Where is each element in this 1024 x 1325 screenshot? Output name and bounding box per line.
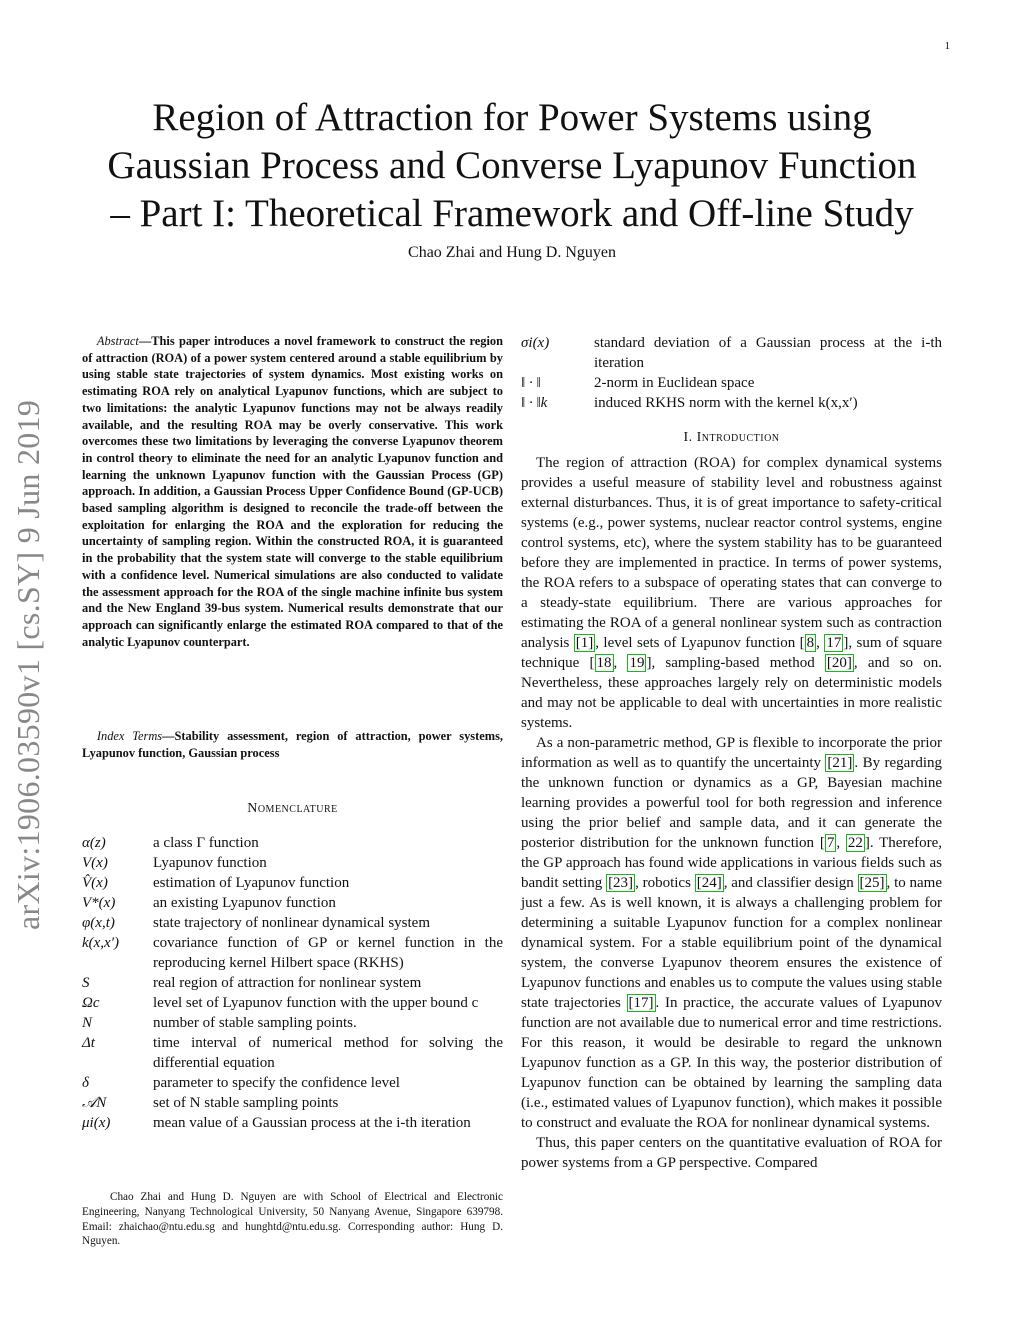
nomenclature-row (521, 393, 942, 413)
nomenclature-row (82, 1113, 503, 1133)
nomenclature-row (82, 1073, 503, 1093)
nomenclature-row (82, 853, 503, 873)
text-run: ], sum of square technique [ (521, 635, 942, 671)
nomenclature-symbol: σi(x) (521, 335, 550, 351)
text-run: ]. Therefore, the GP approach has found wide applications in various fields such as bandit setting (521, 835, 943, 891)
text-run: As a non-parametric method, GP is flexible to incorporate the prior information as well as to quantify the uncertainty (521, 735, 942, 771)
abstract-label: Abstract (96, 334, 139, 348)
paper-title (60, 94, 964, 238)
nomenclature-symbol: δ (82, 1075, 89, 1091)
citation-link[interactable]: 8 (806, 635, 815, 651)
nomenclature-row (82, 993, 503, 1013)
index-terms (82, 728, 503, 761)
text-run: . In practice, the accurate values of Lyapunov function are not available due to numerical error and time restrictions. For this reason, it would be desirable to regard the unknown Lyapunov function as a GP. In this way, the posterior distribution of Lyapunov function can be obtained by learning the sampling data (i.e., estimated values of Lyapunov function), which makes it possible to construct and evaluate the ROA for nonlinear dynamical systems. (521, 995, 942, 1131)
nomenclature-symbol: V(x) (82, 855, 108, 871)
index-terms-label: Index Terms (96, 729, 163, 743)
nomenclature-symbol: φ(x,t) (82, 915, 115, 931)
citation-link[interactable]: [21] (827, 755, 853, 771)
nomenclature-row (82, 1033, 503, 1073)
nomenclature-row (82, 973, 503, 993)
citation-link[interactable]: 7 (826, 835, 835, 851)
nomenclature-row (82, 913, 503, 933)
text-run: ], sampling-based method (646, 655, 825, 671)
nomenclature-row (82, 933, 503, 973)
nomenclature-definition: covariance function of GP or kernel function in the reproducing kernel Hilbert space (RKHS) (153, 935, 503, 971)
nomenclature-symbol: ‖ · ‖ (521, 375, 541, 391)
citation-link[interactable]: 19 (629, 655, 645, 671)
nomenclature-definition: a class Γ function (153, 835, 259, 851)
nomenclature-symbol: μi(x) (82, 1115, 111, 1131)
title-line: Region of Attraction for Power Systems using (152, 96, 872, 139)
citation-link[interactable]: [24] (696, 875, 722, 891)
nomenclature-symbol: V̂(x) (82, 875, 108, 891)
nomenclature-row (82, 893, 503, 913)
nomenclature-definition: induced RKHS norm with the kernel k(x,x′) (594, 395, 858, 411)
text-run: , robotics (635, 875, 695, 891)
abstract-text: —This paper introduces a novel framework to construct the region of attraction (ROA) of a power system centered around a stable equilibrium by using stable state trajectories of system dynamics. Most existing works on estimating ROA rely on analytical Lyapunov functions, which are subject to two limitations: the analytic Lyapunov functions may not be always readily available, and the resulting ROA may be overly conservative. This work overcomes these two limitations by leveraging the converse Lyapunov theorem in control theory to eliminate the need for an analytic Lyapunov function and learning the unknown Lyapunov function with the Gaussian Process (GP) approach. In addition, a Gaussian Process Upper Confidence Bound (GP-UCB) based sampling algorithm is designed to reconcile the trade-off between the exploitation for enlarging the ROA and the exploration for reducing the uncertainty of sampling region. Within the constructed ROA, it is guaranteed in the probability that the system state will converge to the stable equilibrium with a confidence level. Numerical simulations are also conducted to validate the assessment approach for the ROA of the single machine infinite bus system and the New England 39-bus system. Numerical results demonstrate that our approach can significantly enlarge the estimated ROA compared to that of the analytic Lyapunov counterpart. (82, 334, 503, 649)
text-run: , and classifier design (723, 875, 858, 891)
nomenclature-symbol: ‖ · ‖k (521, 395, 548, 411)
nomenclature-symbol: Ωc (82, 995, 100, 1011)
nomenclature-definition: level set of Lyapunov function with the upper bound c (153, 995, 479, 1011)
nomenclature-definition: parameter to specify the confidence level (153, 1075, 400, 1091)
nomenclature-definition: standard deviation of a Gaussian process at the i-th iteration (594, 335, 942, 371)
intro-paragraph-1: The region of attraction (ROA) for complex dynamical systems provides a useful measure of stability level and robustness against external disturbances. Thus, it is of great importance to safety-critical systems (e.g., power systems, nuclear reactor control systems, engine control systems, etc), where the system stability has to be guaranteed before they are implemented in practice. In terms of power systems, the ROA refers to a subspace of operating states that can converge to a steady-state equilibrium. There are various approaches for estimating the ROA of a general nonlinear system such as contraction analysis [1] , level sets of Lyapunov function [ 8 , 17 ], sum of square technique [ 18 , 19 ], sampling-based method [20] , and so on. Nevertheless, these approaches largely rely on deterministic models and may not be applicable to deal with uncertainties in more realistic systems. (521, 455, 942, 731)
title-line: Gaussian Process and Converse Lyapunov Function (107, 144, 917, 187)
nomenclature-definition: mean value of a Gaussian process at the i-th iteration (153, 1115, 471, 1131)
nomenclature-heading-text: Nomenclature (247, 801, 338, 816)
text-run: , level sets of Lyapunov function [ (595, 635, 805, 651)
nomenclature-row (82, 873, 503, 893)
nomenclature-definition: number of stable sampling points. (153, 1015, 357, 1031)
citation-link[interactable]: [25] (859, 875, 885, 891)
text-run: , and so on. Nevertheless, these approaches largely rely on deterministic models and may not be applicable to deal with uncertainties in more realistic systems. (521, 655, 942, 731)
citation-link[interactable]: [17] (628, 995, 654, 1011)
nomenclature-list-continued (521, 333, 942, 413)
citation-link[interactable]: [20] (826, 655, 852, 671)
nomenclature-symbol: 𝒜N (82, 1095, 107, 1111)
nomenclature-row (521, 373, 942, 393)
citation-link[interactable]: 18 (596, 655, 612, 671)
index-terms-text: —Stability assessment, region of attraction, power systems, Lyapunov function, Gaussian process (82, 729, 503, 760)
text-run: The region of attraction (ROA) for complex dynamical systems provides a useful measure of stability level and robustness against external disturbances. Thus, it is of great importance to safety-critical systems (e.g., power systems, nuclear reactor control systems, engine control systems, etc), where the system stability has to be guaranteed before they are implemented in practice. In terms of power systems, the ROA refers to a subspace of operating states that can converge to a steady-state equilibrium. There are various approaches for estimating the ROA of a general nonlinear system such as contraction analysis (521, 455, 942, 651)
nomenclature-definition: real region of attraction for nonlinear system (153, 975, 422, 991)
introduction-heading (521, 430, 942, 446)
nomenclature-row (82, 1013, 503, 1033)
nomenclature-symbol: Δt (82, 1035, 95, 1051)
title-line: – Part I: Theoretical Framework and Off-line Study (110, 192, 914, 235)
nomenclature-list (82, 833, 503, 1133)
text-run: , to name just a few. As is well known, it is always a challenging problem for determining a suitable Lyapunov function for a complex nonlinear dynamical system. For a stable equilibrium point of the dynamical system, the converse Lyapunov theorem ensures the existence of Lyapunov functions and enables us to compute the values using stable state trajectories (521, 875, 943, 1011)
nomenclature-symbol: α(z) (82, 835, 106, 851)
nomenclature-row (82, 1093, 503, 1113)
citation-link[interactable]: [1] (575, 635, 594, 651)
nomenclature-row (82, 833, 503, 853)
author-footnote: Chao Zhai and Hung D. Nguyen are with School of Electrical and Electronic Engineering, Nanyang Technological University, 50 Nanyang Avenue, Singapore 639798. Email: zhaichao@ntu.edu.sg and hunghtd@ntu.edu.sg. Corresponding author: Hung D. Nguyen. (82, 1191, 503, 1248)
citation-link[interactable]: 17 (826, 635, 842, 651)
nomenclature-symbol: N (82, 1015, 93, 1031)
arxiv-stamp: arXiv:1906.03590v1 [cs.SY] 9 Jun 2019 (10, 399, 46, 930)
nomenclature-row (521, 333, 942, 373)
nomenclature-definition: estimation of Lyapunov function (153, 875, 350, 891)
nomenclature-symbol: V*(x) (82, 895, 116, 911)
page-number: 1 (944, 40, 950, 52)
nomenclature-definition: time interval of numerical method for solving the differential equation (153, 1035, 503, 1071)
introduction-body (521, 453, 942, 1173)
author-list: Chao Zhai and Hung D. Nguyen (408, 244, 616, 261)
text-run: . By regarding the unknown function or dynamics as a GP, Bayesian machine learning provides a powerful tool for both regression and inference using the prior belief and sample data, and it can generate the posterior distribution for the unknown function [ (521, 755, 942, 851)
nomenclature-definition: state trajectory of nonlinear dynamical system (153, 915, 430, 931)
nomenclature-symbol: S (82, 975, 90, 991)
nomenclature-definition: set of N stable sampling points (153, 1095, 339, 1111)
nomenclature-symbol: k(x,x′) (82, 935, 119, 951)
citation-link[interactable]: 22 (847, 835, 863, 851)
abstract (82, 333, 503, 650)
introduction-heading-text: I. Introduction (683, 430, 780, 445)
intro-paragraph-3: Thus, this paper centers on the quantitative evaluation of ROA for power systems from a GP perspective. Compared (521, 1135, 942, 1171)
nomenclature-heading (82, 801, 503, 817)
nomenclature-definition: Lyapunov function (153, 855, 267, 871)
intro-paragraph-2: As a non-parametric method, GP is flexible to incorporate the prior information as well as to quantify the uncertainty [21] . By regarding the unknown function or dynamics as a GP, Bayesian machine learning provides a powerful tool for both regression and inference using the prior belief and sample data, and it can generate the posterior distribution for the unknown function [ 7 , 22 ]. Therefore, the GP approach has found wide applications in various fields such as bandit setting [23] , robotics [24] , and classifier design [25] , to name just a few. As is well known, it is always a challenging problem for determining a suitable Lyapunov function for a complex nonlinear dynamical system. For a stable equilibrium point of the dynamical system, the converse Lyapunov theorem ensures the existence of Lyapunov functions and enables us to compute the values using stable state trajectories [17] . In practice, the accurate values of Lyapunov function are not available due to numerical error and time restrictions. For this reason, it would be desirable to regard the unknown Lyapunov function as a GP. In this way, the posterior distribution of Lyapunov function can be obtained by learning the sampling data (i.e., estimated values of Lyapunov function), which makes it possible to construct and evaluate the ROA for nonlinear dynamical systems. (521, 735, 943, 1131)
nomenclature-definition: an existing Lyapunov function (153, 895, 336, 911)
citation-link[interactable]: [23] (608, 875, 634, 891)
nomenclature-definition: 2-norm in Euclidean space (594, 375, 755, 391)
